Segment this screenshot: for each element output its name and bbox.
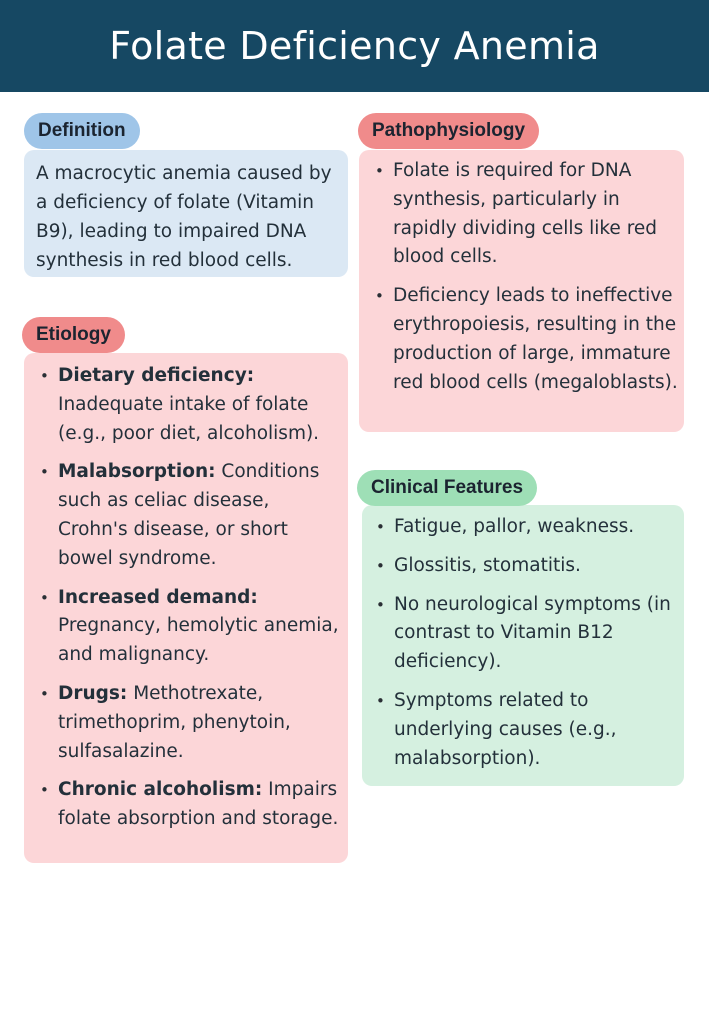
- etiology-desc: Inadequate intake of folate (e.g., poor diet, alcoholism).: [58, 393, 320, 444]
- etiology-heading: [22, 317, 125, 353]
- pathophysiology-heading: [358, 113, 539, 149]
- list-item: • Deficiency leads to ineffective erythropoiesis, resulting in the production of large, immature red blood cells (megaloblasts).: [373, 282, 679, 397]
- etiology-desc: Impairs folate absorption and storage.: [58, 779, 339, 830]
- etiology-desc: Pregnancy, hemolytic anemia, and malignancy.: [58, 615, 339, 666]
- list-item: • Symptoms related to underlying causes (e.g., malabsorption).: [374, 687, 680, 773]
- definition-heading-label: Definition: [38, 120, 126, 141]
- pathophysiology-list: [373, 157, 679, 407]
- clinical-panel: [362, 505, 684, 786]
- definition-panel: [24, 150, 348, 277]
- clinical-heading-label: Clinical Features: [371, 477, 524, 498]
- pathophysiology-heading-label: Pathophysiology: [372, 120, 526, 141]
- etiology-term: Chronic alcoholism:: [58, 779, 263, 801]
- list-item: • Fatigue, pallor, weakness.: [374, 513, 680, 542]
- page-title: Folate Deficiency Anemia: [109, 24, 600, 68]
- etiology-desc: Methotrexate, trimethoprim, phenytoin, sulfasalazine.: [58, 682, 291, 762]
- etiology-desc: Conditions such as celiac disease, Crohn's disease, or short bowel syndrome.: [58, 461, 320, 569]
- list-item: [38, 458, 344, 573]
- list-item: • Glossitis, stomatitis.: [374, 552, 680, 581]
- etiology-term: Increased demand:: [58, 586, 258, 608]
- list-item: • No neurological symptoms (in contrast to Vitamin B12 deficiency).: [374, 591, 680, 677]
- clinical-list: [374, 513, 680, 783]
- list-item: [38, 584, 344, 670]
- definition-heading: [24, 113, 140, 149]
- list-item: [38, 776, 344, 834]
- pathophysiology-panel: [359, 150, 684, 432]
- etiology-panel: [24, 353, 348, 863]
- header-banner: [0, 0, 709, 92]
- etiology-term: Drugs:: [58, 682, 128, 704]
- list-item: [38, 680, 344, 766]
- list-item: • Folate is required for DNA synthesis, particularly in rapidly dividing cells like red blood cells.: [373, 157, 679, 272]
- list-item: [38, 362, 344, 448]
- definition-text: A macrocytic anemia caused by a deficiency of folate (Vitamin B9), leading to impaired DNA synthesis in red blood cells.: [36, 163, 332, 271]
- etiology-list: [38, 362, 344, 844]
- etiology-term: Dietary deficiency:: [58, 365, 255, 386]
- etiology-term: Malabsorption:: [58, 461, 216, 483]
- etiology-heading-label: Etiology: [36, 324, 111, 345]
- clinical-heading: [357, 470, 537, 506]
